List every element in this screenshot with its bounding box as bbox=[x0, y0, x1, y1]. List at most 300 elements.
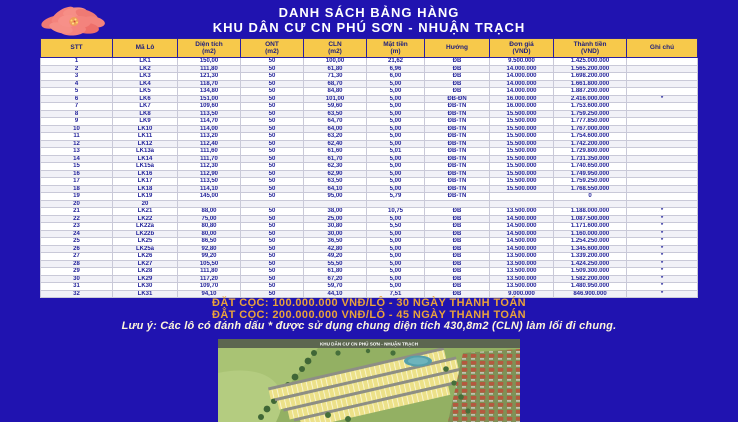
table-row bbox=[41, 125, 698, 133]
table-cell: 50 bbox=[241, 208, 304, 216]
table-cell bbox=[627, 58, 698, 66]
table-cell: 2.416.000.000 bbox=[554, 95, 627, 103]
table-cell: * bbox=[627, 230, 698, 238]
table-cell: LK22a bbox=[113, 223, 178, 231]
table-cell: 105,50 bbox=[178, 260, 241, 268]
table-cell: 11 bbox=[41, 133, 113, 141]
table-row bbox=[41, 163, 698, 171]
column-header: Mặt tiền (m) bbox=[367, 39, 425, 58]
table-cell: 5,00 bbox=[367, 275, 425, 283]
table-cell: * bbox=[627, 215, 698, 223]
page-title-line2: KHU DÂN CƯ CN PHÚ SƠN - NHUẬN TRẠCH bbox=[212, 20, 526, 35]
table-cell: 114,10 bbox=[178, 185, 241, 193]
table-cell: 64,70 bbox=[304, 118, 367, 126]
table-cell: 1.339.200.000 bbox=[554, 253, 627, 261]
table-row bbox=[41, 73, 698, 81]
table-cell bbox=[627, 133, 698, 141]
table-cell: 20 bbox=[41, 200, 113, 208]
table-cell: 5,00 bbox=[367, 140, 425, 148]
table-cell: LK11 bbox=[113, 133, 178, 141]
table-cell: 44,10 bbox=[304, 290, 367, 298]
table-cell: 5,00 bbox=[367, 88, 425, 96]
table-cell: ĐB-TN bbox=[425, 133, 490, 141]
table-cell: 1.698.200.000 bbox=[554, 73, 627, 81]
table-cell: * bbox=[627, 245, 698, 253]
table-cell: 5,00 bbox=[367, 185, 425, 193]
table-cell: 63,20 bbox=[304, 133, 367, 141]
table-cell: 50 bbox=[241, 223, 304, 231]
table-cell: 13.500.000 bbox=[490, 253, 554, 261]
table-cell: 112,90 bbox=[178, 170, 241, 178]
table-cell: LK10 bbox=[113, 125, 178, 133]
table-cell: 13.500.000 bbox=[490, 260, 554, 268]
table-cell: 1.171.600.000 bbox=[554, 223, 627, 231]
table-row bbox=[41, 155, 698, 163]
table-cell: LK3 bbox=[113, 73, 178, 81]
table-row bbox=[41, 58, 698, 66]
table-cell: 6 bbox=[41, 95, 113, 103]
table-cell: 7 bbox=[41, 103, 113, 111]
table-cell: 5,00 bbox=[367, 95, 425, 103]
table-cell: 13 bbox=[41, 148, 113, 156]
table-cell: 50 bbox=[241, 163, 304, 171]
table-cell: * bbox=[627, 283, 698, 291]
table-cell: 14.000.000 bbox=[490, 73, 554, 81]
table-cell: ĐB bbox=[425, 58, 490, 66]
table-cell: 15.500.000 bbox=[490, 133, 554, 141]
table-cell: 100,00 bbox=[304, 58, 367, 66]
table-cell bbox=[627, 88, 698, 96]
table-cell: 10 bbox=[41, 125, 113, 133]
table-cell: 117,20 bbox=[178, 275, 241, 283]
table-cell: 1.087.500.000 bbox=[554, 215, 627, 223]
table-cell: 15.500.000 bbox=[490, 170, 554, 178]
table-cell: LK2 bbox=[113, 65, 178, 73]
table-cell bbox=[627, 110, 698, 118]
table-cell: 15.500.000 bbox=[490, 140, 554, 148]
table-cell: 50 bbox=[241, 215, 304, 223]
table-cell: 114,00 bbox=[178, 125, 241, 133]
table-cell: 50 bbox=[241, 65, 304, 73]
table-cell: ĐB-TN bbox=[425, 148, 490, 156]
table-cell: LK5 bbox=[113, 88, 178, 96]
table-cell: 50 bbox=[241, 290, 304, 298]
table-cell: 50 bbox=[241, 58, 304, 66]
table-cell: 50 bbox=[241, 88, 304, 96]
table-cell: 14.000.000 bbox=[490, 80, 554, 88]
table-cell: 30 bbox=[41, 275, 113, 283]
deposit-line-2: ĐẶT CỌC: 200.000.000 VNĐ/LÔ - 45 NGÀY THANH TOÁN bbox=[211, 309, 527, 321]
table-cell bbox=[627, 125, 698, 133]
table-cell: LK31 bbox=[113, 290, 178, 298]
table-cell: 61,70 bbox=[304, 155, 367, 163]
table-cell: 5,00 bbox=[367, 170, 425, 178]
table-cell bbox=[627, 73, 698, 81]
table-cell: 1.768.550.000 bbox=[554, 185, 627, 193]
table-cell: LK4 bbox=[113, 80, 178, 88]
table-cell: 18 bbox=[41, 185, 113, 193]
table-cell: 14.500.000 bbox=[490, 245, 554, 253]
table-cell: 5,00 bbox=[367, 163, 425, 171]
table-cell: 88,00 bbox=[178, 208, 241, 216]
table-cell: ĐB-TN bbox=[425, 155, 490, 163]
table-cell: 62,40 bbox=[304, 140, 367, 148]
table-cell: 59,70 bbox=[304, 283, 367, 291]
column-header: CLN (m2) bbox=[304, 39, 367, 58]
table-row bbox=[41, 193, 698, 201]
table-cell: 50 bbox=[241, 125, 304, 133]
table-row bbox=[41, 208, 698, 216]
table-cell: 3 bbox=[41, 73, 113, 81]
table-row bbox=[41, 200, 698, 208]
table-row bbox=[41, 223, 698, 231]
table-cell: 111,60 bbox=[178, 148, 241, 156]
table-cell: 16.000.000 bbox=[490, 103, 554, 111]
table-cell: 62,30 bbox=[304, 163, 367, 171]
table-cell: ĐB bbox=[425, 260, 490, 268]
table-cell: ĐB bbox=[425, 65, 490, 73]
table-cell bbox=[627, 140, 698, 148]
table-cell: LK8 bbox=[113, 110, 178, 118]
table-cell: ĐB bbox=[425, 245, 490, 253]
table-cell: 134,80 bbox=[178, 88, 241, 96]
table-cell: 95,00 bbox=[304, 193, 367, 201]
table-row bbox=[41, 65, 698, 73]
table-row bbox=[41, 118, 698, 126]
table-cell: LK30 bbox=[113, 283, 178, 291]
table-cell: ĐB-TN bbox=[425, 140, 490, 148]
table-cell: 5,00 bbox=[367, 238, 425, 246]
column-header: Thành tiền (VND) bbox=[554, 39, 627, 58]
table-cell: 1.480.950.000 bbox=[554, 283, 627, 291]
table-cell: 71,30 bbox=[304, 73, 367, 81]
table-cell: 50 bbox=[241, 238, 304, 246]
table-cell: 59,60 bbox=[304, 103, 367, 111]
table-cell: ĐB-TN bbox=[425, 110, 490, 118]
table-header-row bbox=[41, 39, 698, 58]
table-cell: 13.500.000 bbox=[490, 283, 554, 291]
table-cell bbox=[627, 178, 698, 186]
table-cell: ĐB-ĐN bbox=[425, 95, 490, 103]
table-cell: 19 bbox=[41, 193, 113, 201]
table-cell: * bbox=[627, 223, 698, 231]
table-cell bbox=[627, 65, 698, 73]
table-cell: 5,01 bbox=[367, 148, 425, 156]
table-row bbox=[41, 88, 698, 96]
table-cell: 14.000.000 bbox=[490, 65, 554, 73]
table-cell: 50 bbox=[241, 275, 304, 283]
table-cell: 50 bbox=[241, 185, 304, 193]
table-cell: 50 bbox=[241, 148, 304, 156]
table-cell: 94,10 bbox=[178, 290, 241, 298]
table-cell: ĐB-TN bbox=[425, 170, 490, 178]
table-cell: 5,00 bbox=[367, 110, 425, 118]
table-cell: 55,50 bbox=[304, 260, 367, 268]
table-cell bbox=[627, 118, 698, 126]
table-cell: 61,80 bbox=[304, 268, 367, 276]
table-cell: * bbox=[627, 238, 698, 246]
table-cell: 50 bbox=[241, 253, 304, 261]
column-header: ONT (m2) bbox=[241, 39, 304, 58]
table-cell: 111,70 bbox=[178, 155, 241, 163]
table-cell: 4 bbox=[41, 80, 113, 88]
table-cell: 10,75 bbox=[367, 208, 425, 216]
table-cell: 7,51 bbox=[367, 290, 425, 298]
table-cell: 5,00 bbox=[367, 103, 425, 111]
table-row bbox=[41, 260, 698, 268]
table-cell: 25,00 bbox=[304, 215, 367, 223]
table-cell: 112,30 bbox=[178, 163, 241, 171]
table-cell: 42,80 bbox=[304, 245, 367, 253]
table-cell: 15.500.000 bbox=[490, 185, 554, 193]
table-cell bbox=[627, 170, 698, 178]
table-cell: 13.500.000 bbox=[490, 208, 554, 216]
table-cell: 31 bbox=[41, 283, 113, 291]
table-cell: 13.500.000 bbox=[490, 268, 554, 276]
table-cell: 111,80 bbox=[178, 268, 241, 276]
table-cell bbox=[627, 155, 698, 163]
table-cell: 1.509.300.000 bbox=[554, 268, 627, 276]
table-cell: 50 bbox=[241, 80, 304, 88]
table-cell: LK12 bbox=[113, 140, 178, 148]
table-cell: ĐB bbox=[425, 283, 490, 291]
table-cell bbox=[554, 200, 627, 208]
table-cell: 64,10 bbox=[304, 185, 367, 193]
table-cell bbox=[627, 80, 698, 88]
table-cell: 15.500.000 bbox=[490, 163, 554, 171]
table-cell: 109,60 bbox=[178, 103, 241, 111]
table-cell: 86,50 bbox=[178, 238, 241, 246]
table-cell: 6,96 bbox=[367, 65, 425, 73]
table-cell: * bbox=[627, 208, 698, 216]
table-cell bbox=[178, 200, 241, 208]
table-cell: 1.740.650.000 bbox=[554, 163, 627, 171]
table-row bbox=[41, 148, 698, 156]
table-row bbox=[41, 133, 698, 141]
table-cell: 50 bbox=[241, 268, 304, 276]
price-table bbox=[40, 38, 698, 298]
table-cell: LK9 bbox=[113, 118, 178, 126]
table-row bbox=[41, 178, 698, 186]
table-cell: 50 bbox=[241, 95, 304, 103]
table-cell: ĐB bbox=[425, 238, 490, 246]
table-cell: 30,80 bbox=[304, 223, 367, 231]
table-cell bbox=[627, 148, 698, 156]
table-cell: 1.345.600.000 bbox=[554, 245, 627, 253]
table-cell: LK25 bbox=[113, 238, 178, 246]
table-cell: 13.500.000 bbox=[490, 275, 554, 283]
table-cell: 32 bbox=[41, 290, 113, 298]
table-cell: 62,90 bbox=[304, 170, 367, 178]
table-cell: 63,50 bbox=[304, 178, 367, 186]
table-cell: 118,70 bbox=[178, 80, 241, 88]
table-row bbox=[41, 238, 698, 246]
table-cell: 15 bbox=[41, 163, 113, 171]
table-cell: 14.500.000 bbox=[490, 238, 554, 246]
table-cell: 50 bbox=[241, 170, 304, 178]
table-cell: 23 bbox=[41, 223, 113, 231]
table-cell bbox=[490, 200, 554, 208]
table-cell: 21,62 bbox=[367, 58, 425, 66]
table-cell: 17 bbox=[41, 178, 113, 186]
table-cell: 15.500.000 bbox=[490, 178, 554, 186]
table-cell: LK26 bbox=[113, 253, 178, 261]
table-cell: 49,20 bbox=[304, 253, 367, 261]
table-cell: ĐB-TN bbox=[425, 125, 490, 133]
table-cell: LK22b bbox=[113, 230, 178, 238]
table-cell: 5,00 bbox=[367, 80, 425, 88]
table-cell: 12 bbox=[41, 140, 113, 148]
image-caption: KHU DÂN CƯ CN PHÚ SƠN - NHUẬN TRẠCH bbox=[319, 341, 419, 347]
table-cell: 1.188.000.000 bbox=[554, 208, 627, 216]
table-cell: 112,40 bbox=[178, 140, 241, 148]
table-cell: ĐB-TN bbox=[425, 103, 490, 111]
table-cell: ĐB bbox=[425, 88, 490, 96]
table-cell: 5,00 bbox=[367, 260, 425, 268]
table-cell: * bbox=[627, 275, 698, 283]
table-cell bbox=[627, 200, 698, 208]
table-cell: ĐB-TN bbox=[425, 118, 490, 126]
table-cell: 50 bbox=[241, 283, 304, 291]
table-cell: 113,50 bbox=[178, 178, 241, 186]
table-cell: ĐB bbox=[425, 215, 490, 223]
table-cell: 15.500.000 bbox=[490, 148, 554, 156]
table-cell: 1.742.200.000 bbox=[554, 140, 627, 148]
table-cell: 121,30 bbox=[178, 73, 241, 81]
table-cell: 1.754.600.000 bbox=[554, 133, 627, 141]
table-cell: LK27 bbox=[113, 260, 178, 268]
table-cell: LK21 bbox=[113, 208, 178, 216]
table-cell: LK6 bbox=[113, 95, 178, 103]
table-cell: 1.424.250.000 bbox=[554, 260, 627, 268]
table-cell: LK25a bbox=[113, 245, 178, 253]
table-cell: 14 bbox=[41, 155, 113, 163]
table-cell: 1.729.800.000 bbox=[554, 148, 627, 156]
table-cell: 114,70 bbox=[178, 118, 241, 126]
table-cell: 67,20 bbox=[304, 275, 367, 283]
table-cell: 50 bbox=[241, 118, 304, 126]
table-cell: 15.500.000 bbox=[490, 155, 554, 163]
table-cell: 50 bbox=[241, 133, 304, 141]
table-row bbox=[41, 103, 698, 111]
deposit-terms bbox=[0, 297, 738, 321]
column-header: Mã Lô bbox=[113, 39, 178, 58]
table-cell: 111,80 bbox=[178, 65, 241, 73]
table-row bbox=[41, 170, 698, 178]
column-header: Hướng bbox=[425, 39, 490, 58]
table-cell: ĐB bbox=[425, 80, 490, 88]
table-cell: 15.500.000 bbox=[490, 125, 554, 133]
table-cell: 1.777.850.000 bbox=[554, 118, 627, 126]
table-cell: 50 bbox=[241, 140, 304, 148]
table-cell: ĐB bbox=[425, 73, 490, 81]
table-cell: 20 bbox=[113, 200, 178, 208]
table-cell: 1.160.000.000 bbox=[554, 230, 627, 238]
table-row bbox=[41, 283, 698, 291]
table-cell: * bbox=[627, 253, 698, 261]
table-cell: ĐB bbox=[425, 275, 490, 283]
table-cell: 2 bbox=[41, 65, 113, 73]
table-cell: * bbox=[627, 268, 698, 276]
table-cell: 50 bbox=[241, 103, 304, 111]
table-cell: 5,00 bbox=[367, 215, 425, 223]
table-cell: 64,00 bbox=[304, 125, 367, 133]
table-cell: 50 bbox=[241, 73, 304, 81]
table-cell: 26 bbox=[41, 245, 113, 253]
table-cell: 5,00 bbox=[367, 253, 425, 261]
table-cell bbox=[241, 200, 304, 208]
column-header: Đơn giá (VND) bbox=[490, 39, 554, 58]
table-row bbox=[41, 80, 698, 88]
table-cell: LK18 bbox=[113, 185, 178, 193]
table-cell: 9 bbox=[41, 118, 113, 126]
table-cell: 36,50 bbox=[304, 238, 367, 246]
table-cell bbox=[627, 193, 698, 201]
table-row bbox=[41, 275, 698, 283]
table-cell: 61,80 bbox=[304, 65, 367, 73]
table-cell: ĐB-TN bbox=[425, 178, 490, 186]
table-cell: 50 bbox=[241, 110, 304, 118]
table-cell: 68,70 bbox=[304, 80, 367, 88]
table-cell: 21 bbox=[41, 208, 113, 216]
table-cell: 50 bbox=[241, 178, 304, 186]
table-row bbox=[41, 95, 698, 103]
table-cell: ĐB bbox=[425, 268, 490, 276]
table-cell: LK14 bbox=[113, 155, 178, 163]
table-cell bbox=[627, 103, 698, 111]
table-row bbox=[41, 110, 698, 118]
aerial-render-image bbox=[218, 339, 520, 422]
column-header: STT bbox=[41, 39, 113, 58]
table-cell: 5,00 bbox=[367, 125, 425, 133]
table-cell: 14.500.000 bbox=[490, 230, 554, 238]
table-cell: 50 bbox=[241, 245, 304, 253]
table-cell: 1.749.950.000 bbox=[554, 170, 627, 178]
table-cell: 846.900.000 bbox=[554, 290, 627, 298]
column-header: Diện tích (m2) bbox=[178, 39, 241, 58]
table-cell: 50 bbox=[241, 230, 304, 238]
table-cell: ĐB bbox=[425, 253, 490, 261]
table-cell bbox=[367, 200, 425, 208]
table-cell: 151,00 bbox=[178, 95, 241, 103]
table-cell: 27 bbox=[41, 253, 113, 261]
deposit-line-1: ĐẶT CỌC: 100.000.000 VNĐ/LÔ - 30 NGÀY THANH TOÁN bbox=[211, 297, 527, 309]
table-cell: 1.753.600.000 bbox=[554, 103, 627, 111]
table-cell: ĐB bbox=[425, 290, 490, 298]
page-title bbox=[0, 5, 738, 35]
table-cell: 1.731.350.000 bbox=[554, 155, 627, 163]
table-cell: 150,00 bbox=[178, 58, 241, 66]
table-cell: 5,00 bbox=[367, 230, 425, 238]
table-cell: 15.500.000 bbox=[490, 118, 554, 126]
table-cell: LK17 bbox=[113, 178, 178, 186]
table-cell: 50 bbox=[241, 155, 304, 163]
column-header: Ghi chú bbox=[627, 39, 698, 58]
table-cell: 1 bbox=[41, 58, 113, 66]
table-cell: 1.759.250.000 bbox=[554, 178, 627, 186]
table-cell: ĐB-TN bbox=[425, 163, 490, 171]
table-cell: LK15a bbox=[113, 163, 178, 171]
table-cell: 14.500.000 bbox=[490, 215, 554, 223]
table-cell: 22 bbox=[41, 215, 113, 223]
table-cell bbox=[627, 185, 698, 193]
table-cell: ĐB-TN bbox=[425, 185, 490, 193]
table-cell: 1.887.200.000 bbox=[554, 88, 627, 96]
table-cell: 16.000.000 bbox=[490, 95, 554, 103]
table-cell: LK29 bbox=[113, 275, 178, 283]
table-cell: 145,00 bbox=[178, 193, 241, 201]
table-row bbox=[41, 253, 698, 261]
